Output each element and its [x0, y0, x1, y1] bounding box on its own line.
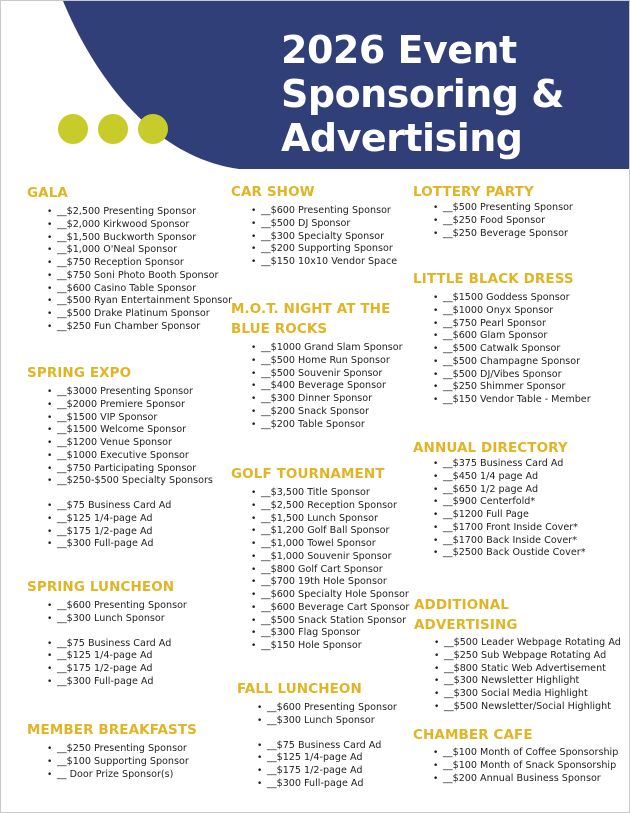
title-line-1: 2026 Event [281, 28, 517, 72]
list-item: • __$500 Catwalk Sponsor [433, 343, 613, 356]
list-item: • __$250 Sub Webpage Rotating Ad [434, 650, 614, 663]
section-lottery-party [413, 182, 613, 240]
list-item: • __$1200 Venue Sponsor [47, 437, 227, 450]
list-item: • __$150 Hole Sponsor [251, 640, 431, 653]
list-item: • __$1,000 Souvenir Sponsor [251, 551, 431, 564]
list-item: • __ Door Prize Sponsor(s) [47, 769, 227, 782]
list-item: • __$175 1/2-page Ad [47, 663, 227, 676]
list-item: • __$1500 Welcome Sponsor [47, 424, 227, 437]
item-list [27, 600, 227, 689]
section-title: SPRING EXPO [27, 365, 132, 381]
list-item: • __$500 Presenting Sponsor [433, 202, 613, 215]
list-item: • __$600 Beverage Cart Sponsor [251, 602, 431, 615]
section-title: GOLF TOURNAMENT [231, 466, 385, 482]
list-item: • __$375 Business Card Ad [433, 458, 613, 471]
list-item: • __$100 Supporting Sponsor [47, 756, 227, 769]
list-item: • __$300 Lunch Sponsor [257, 715, 437, 728]
section-annual-directory [413, 438, 613, 560]
list-item: • __$300 Social Media Highlight [434, 688, 614, 701]
list-item: • __$100 Month of Coffee Sponsorship [433, 747, 613, 760]
list-item: • __$250 Beverage Sponsor [433, 228, 613, 241]
title-line-2: Sponsoring & [281, 72, 564, 116]
section-spring-luncheon [27, 577, 227, 689]
list-item: • __$500 Drake Platinum Sponsor [47, 308, 227, 321]
item-list [413, 292, 613, 407]
list-item: • __$1000 Grand Slam Sponsor [251, 342, 401, 355]
section-additional-advertising [414, 595, 621, 714]
section-car-show [231, 182, 431, 269]
list-item: • __$600 Casino Table Sponsor [47, 283, 227, 296]
list-item: • __$300 Lunch Sponsor [47, 613, 227, 626]
list-item: • __$200 Supporting Sponsor [251, 243, 431, 256]
list-item: • __$250-$500 Specialty Sponsors [47, 475, 227, 488]
list-item: • __$1,500 Buckworth Sponsor [47, 232, 227, 245]
list-item: • __$100 Month of Snack Sponsorship [433, 760, 613, 773]
list-item: • __$800 Static Web Advertisement [434, 663, 614, 676]
column-middle [231, 182, 431, 269]
list-item: • __$750 Soni Photo Booth Sponsor [47, 270, 227, 283]
decorative-dot-2 [98, 114, 128, 144]
item-list [414, 637, 621, 714]
item-list [27, 386, 227, 551]
section-member-breakfasts [27, 720, 227, 781]
column-right-5 [413, 725, 619, 785]
list-item: • __$200 Snack Sponsor [251, 406, 401, 419]
list-item: • __$2500 Back Oustide Cover* [433, 547, 613, 560]
column-left-3 [27, 577, 227, 689]
item-list [231, 487, 431, 653]
list-item: • __$175 1/2-page Ad [257, 765, 437, 778]
section-gala [27, 183, 233, 334]
list-item: • __$75 Business Card Ad [47, 500, 227, 513]
list-item: • __$1700 Front Inside Cover* [433, 522, 613, 535]
list-item: • __$1,500 Lunch Sponsor [251, 513, 431, 526]
item-list [413, 202, 613, 240]
list-item: • __$75 Business Card Ad [47, 638, 227, 651]
column-right [413, 182, 613, 240]
list-item: • __$600 Glam Sponsor [433, 330, 613, 343]
item-list [237, 702, 437, 791]
list-item: • __$900 Centerfold* [433, 496, 613, 509]
list-item: • __$1500 Goddess Sponsor [433, 292, 613, 305]
section-title: LOTTERY PARTY [413, 184, 534, 200]
section-title: CAR SHOW [231, 184, 315, 200]
list-item: • __$3000 Presenting Sponsor [47, 386, 227, 399]
list-item: • __$2,000 Kirkwood Sponsor [47, 219, 227, 232]
section-little-black-dress [413, 269, 613, 407]
column-right-3 [413, 438, 613, 560]
list-item: • __$500 Snack Station Sponsor [251, 615, 431, 628]
list-item: • __$75 Business Card Ad [257, 740, 437, 753]
list-item: • __$3,500 Title Sponsor [251, 487, 431, 500]
list-item: • __$125 1/4-page Ad [47, 513, 227, 526]
list-item: • __$1500 VIP Sponsor [47, 412, 227, 425]
section-title: M.O.T. NIGHT AT THE BLUE ROCKS [231, 301, 391, 337]
list-item: • __$300 Full-page Ad [47, 538, 227, 551]
list-item: • __$2000 Premiere Sponsor [47, 399, 227, 412]
column-middle-2 [231, 299, 401, 431]
list-item: • __$600 Specialty Hole Sponsor [251, 589, 431, 602]
list-item: • __$700 19th Hole Sponsor [251, 576, 431, 589]
title-line-3: Advertising [281, 116, 523, 160]
section-golf-tournament [231, 464, 431, 653]
list-item: • __$650 1/2 page Ad [433, 484, 613, 497]
item-list [27, 206, 233, 334]
list-item: • __$1000 Onyx Sponsor [433, 305, 613, 318]
list-item: • __$1200 Full Page [433, 509, 613, 522]
section-title: ADDITIONAL ADVERTISING [414, 597, 518, 633]
list-item: • __$400 Beverage Sponsor [251, 380, 401, 393]
list-item: • __$800 Golf Cart Sponsor [251, 564, 431, 577]
list-item: • __$150 10x10 Vendor Space [251, 256, 431, 269]
decorative-dot-3 [138, 114, 168, 144]
list-item: • __$500 Newsletter/Social Highlight [434, 701, 614, 714]
list-item: • __$2,500 Reception Sponsor [251, 500, 431, 513]
list-item: • __$200 Annual Business Sponsor [433, 773, 613, 786]
section-mot-night [231, 299, 401, 431]
list-item: • __$450 1/4 page Ad [433, 471, 613, 484]
list-item: • __$1,000 Towel Sponsor [251, 538, 431, 551]
column-middle-3 [231, 464, 431, 653]
list-item: • __$2,500 Presenting Sponsor [47, 206, 227, 219]
item-list [413, 458, 613, 560]
list-item: • __$250 Fun Chamber Sponsor [47, 321, 227, 334]
section-fall-luncheon [237, 679, 437, 791]
list-item: • __$300 Flag Sponsor [251, 627, 431, 640]
section-title: CHAMBER CAFE [413, 727, 533, 743]
list-item: • __$500 DJ Sponsor [251, 218, 431, 231]
list-item: • __$750 Reception Sponsor [47, 257, 227, 270]
list-item: • __$500 Home Run Sponsor [251, 355, 401, 368]
list-item: • __$250 Food Sponsor [433, 215, 613, 228]
list-item: • __$600 Presenting Sponsor [47, 600, 227, 613]
section-chamber-cafe [413, 725, 619, 785]
list-item: • __$1,200 Golf Ball Sponsor [251, 525, 431, 538]
list-item: • __$175 1/2-page Ad [47, 526, 227, 539]
list-item: • __$300 Full-page Ad [257, 778, 437, 791]
list-item: • __$1000 Executive Sponsor [47, 450, 227, 463]
list-item: • __$250 Presenting Sponsor [47, 743, 227, 756]
list-item: • __$1,000 O'Neal Sponsor [47, 244, 227, 257]
list-item: • __$750 Participating Sponsor [47, 463, 227, 476]
list-item: • __$500 Champagne Sponsor [433, 356, 613, 369]
list-item: • __$150 Vendor Table - Member [433, 394, 613, 407]
item-list [27, 743, 227, 781]
item-list [231, 205, 431, 269]
section-title: FALL LUNCHEON [237, 681, 362, 697]
list-item: • __$600 Presenting Sponsor [257, 702, 437, 715]
list-item: • __$300 Newsletter Highlight [434, 675, 614, 688]
column-left-2 [27, 363, 227, 551]
section-spring-expo [27, 363, 227, 551]
column-right-2 [413, 269, 613, 407]
list-item: • __$600 Presenting Sponsor [251, 205, 431, 218]
list-item: • __$750 Pearl Sponsor [433, 318, 613, 331]
column-middle-4 [237, 679, 437, 791]
decorative-dot-1 [58, 114, 88, 144]
item-list [413, 747, 619, 785]
list-item: • __$300 Full-page Ad [47, 676, 227, 689]
list-item: • __$250 Shimmer Sponsor [433, 381, 613, 394]
list-item: • __$500 DJ/Vibes Sponsor [433, 369, 613, 382]
section-title: ANNUAL DIRECTORY [413, 440, 568, 456]
list-item: • __$500 Ryan Entertainment Sponsor [47, 295, 227, 308]
column-right-4 [414, 595, 621, 714]
list-item: • __$500 Leader Webpage Rotating Ad [434, 637, 614, 650]
section-title: GALA [27, 185, 68, 201]
list-item: • __$125 1/4-page Ad [47, 650, 227, 663]
list-item: • __$200 Table Sponsor [251, 419, 401, 432]
page-title [281, 28, 564, 160]
column-left-4 [27, 720, 227, 781]
column-left [27, 183, 233, 334]
item-list [231, 342, 401, 431]
list-item: • __$300 Dinner Sponsor [251, 393, 401, 406]
section-title: SPRING LUNCHEON [27, 579, 175, 595]
list-item: • __$300 Specialty Sponsor [251, 231, 431, 244]
section-title: LITTLE BLACK DRESS [413, 271, 574, 287]
list-item: • __$500 Souvenir Sponsor [251, 368, 401, 381]
list-item: • __$1700 Back Inside Cover* [433, 535, 613, 548]
list-item: • __$125 1/4-page Ad [257, 752, 437, 765]
section-title: MEMBER BREAKFASTS [27, 722, 197, 738]
